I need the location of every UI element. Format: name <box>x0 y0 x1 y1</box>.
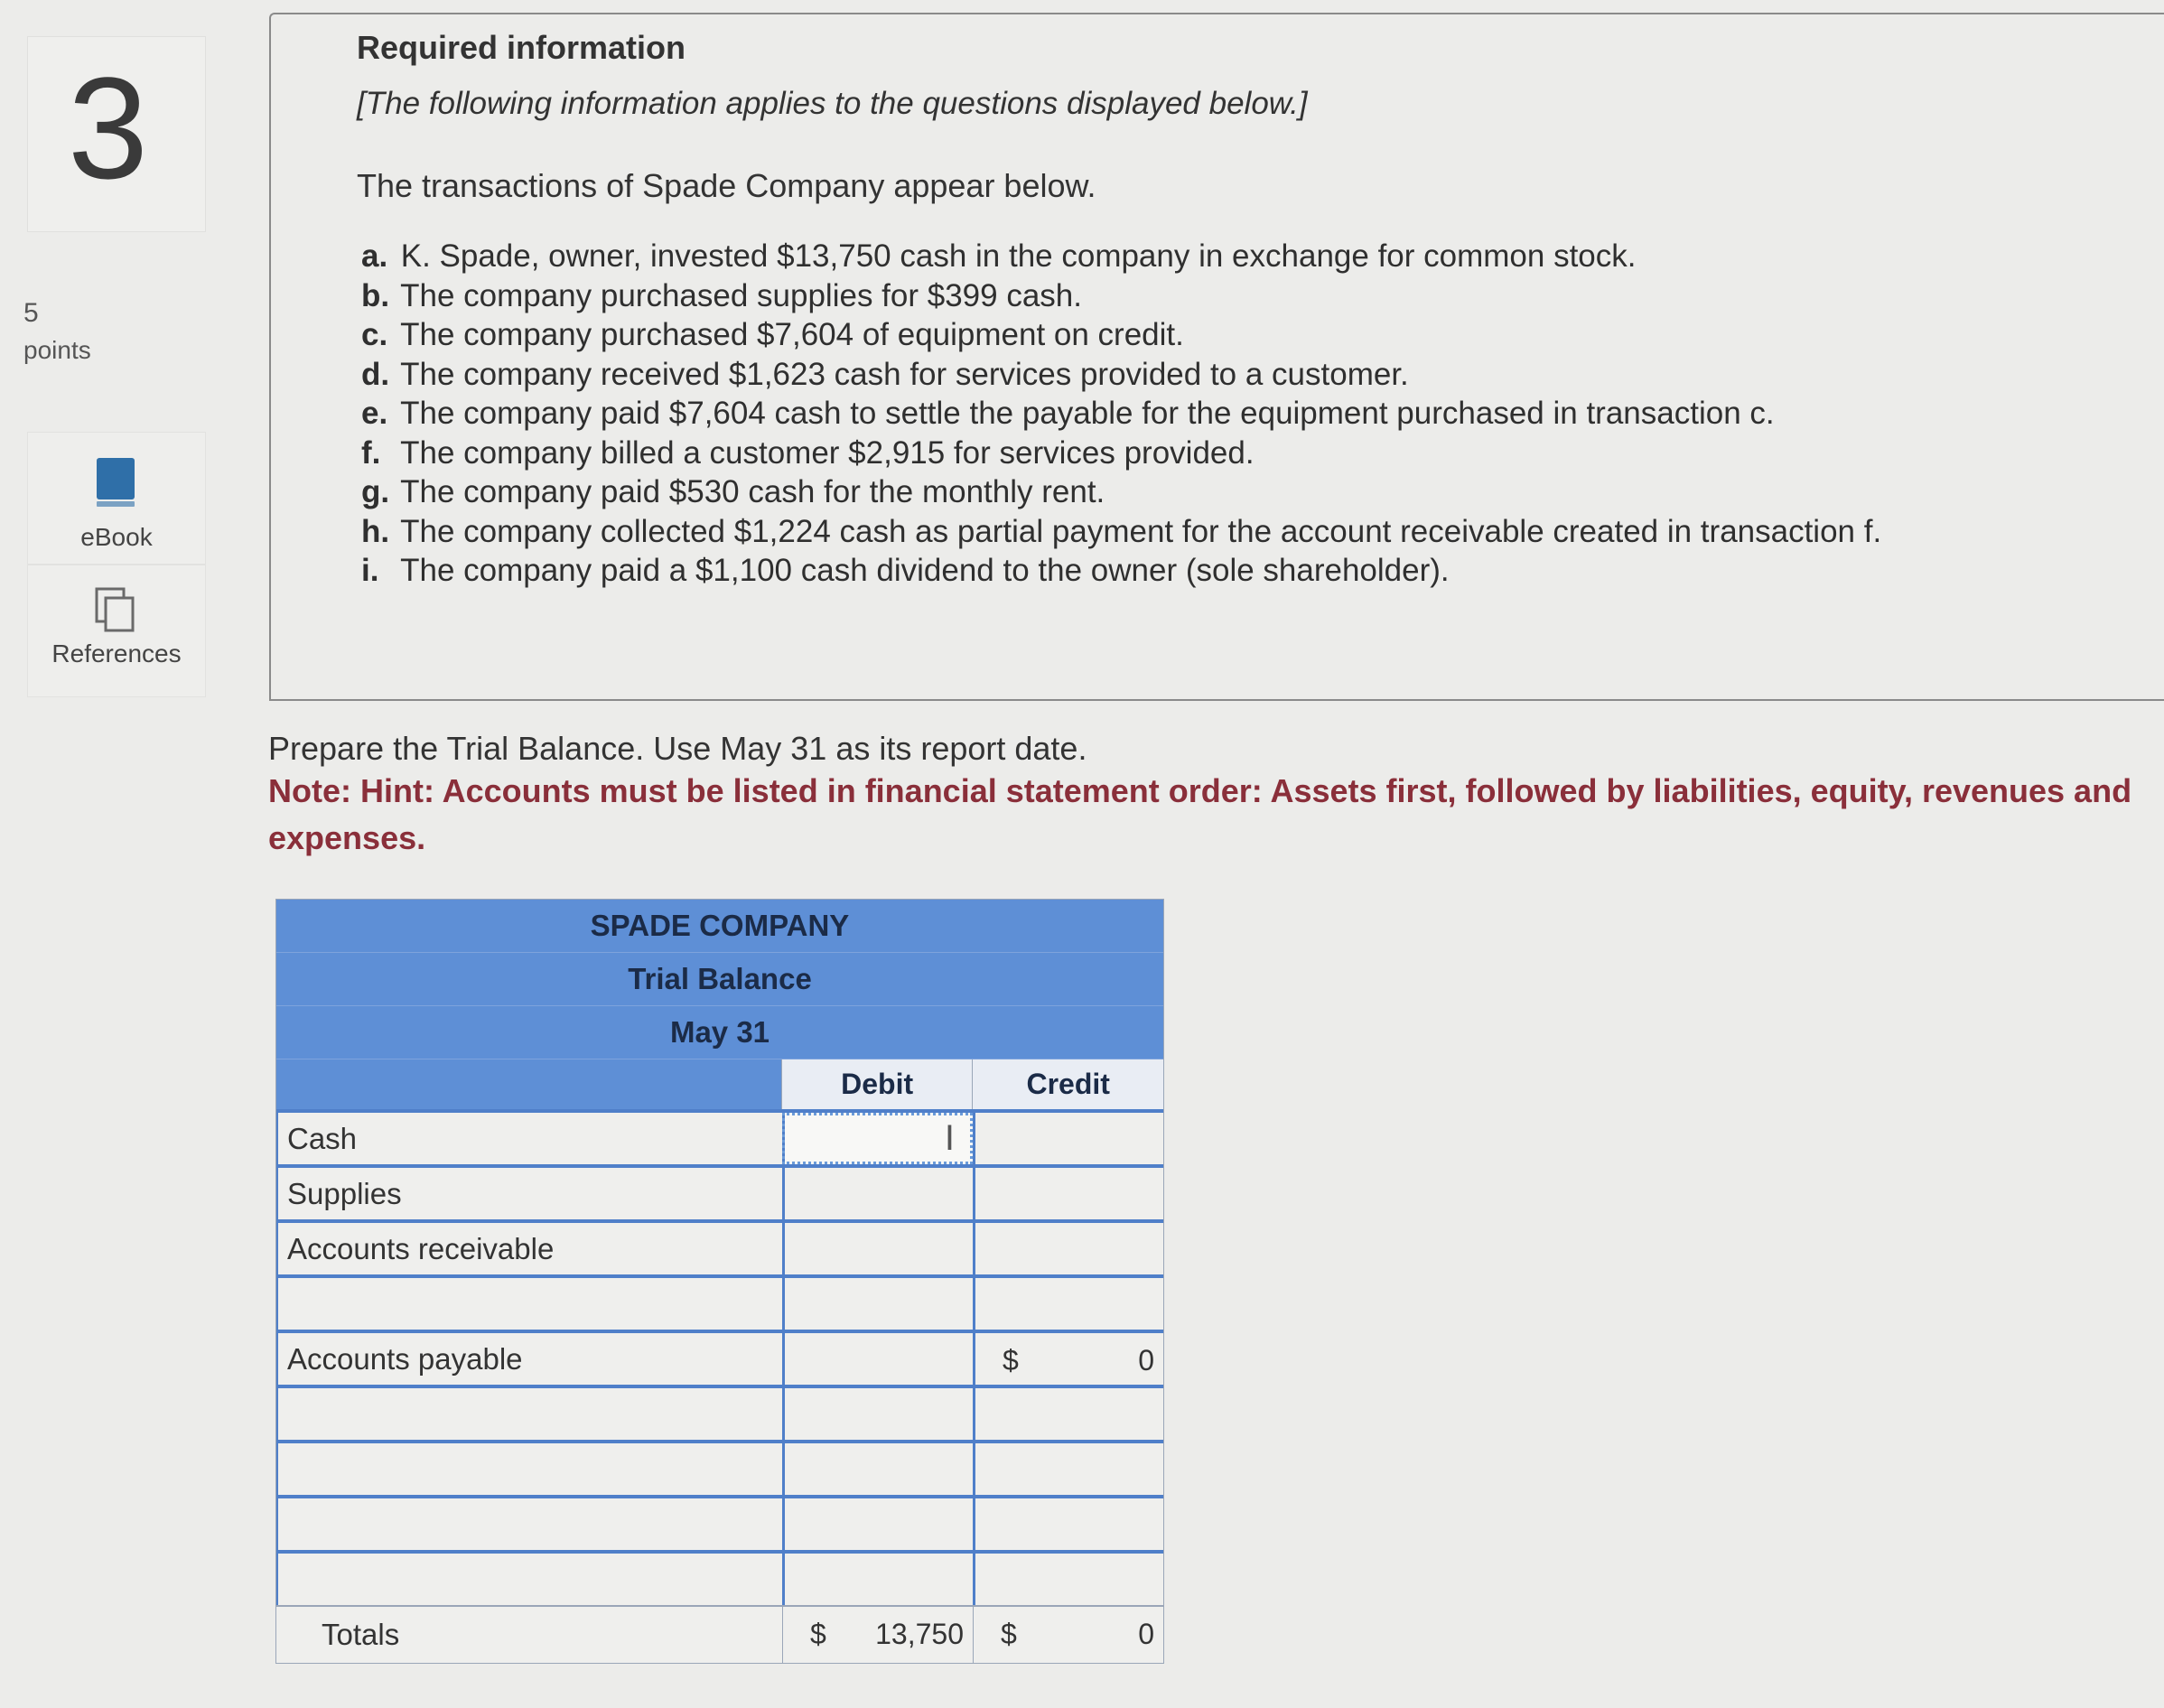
table-row <box>276 1330 1163 1385</box>
credit-input[interactable]: $ 0 <box>973 1333 1163 1385</box>
credit-input[interactable] <box>973 1498 1163 1550</box>
points-value: 5 <box>23 298 39 328</box>
debit-input[interactable] <box>782 1443 973 1495</box>
company-name: SPADE COMPANY <box>276 900 1163 953</box>
ebook-button[interactable] <box>27 432 206 565</box>
debit-input[interactable] <box>782 1223 973 1274</box>
credit-input[interactable] <box>973 1168 1163 1219</box>
statement-title: Trial Balance <box>276 953 1163 1006</box>
credit-input[interactable] <box>973 1554 1163 1605</box>
account-select[interactable]: Accounts receivable <box>276 1223 782 1274</box>
question-number: 3 <box>68 47 148 209</box>
account-select[interactable] <box>276 1443 782 1495</box>
points-label: points <box>23 336 91 364</box>
credit-input[interactable] <box>973 1113 1163 1164</box>
debit-input[interactable] <box>782 1554 973 1605</box>
table-row <box>276 1440 1163 1495</box>
credit-total: $ 0 <box>973 1607 1163 1663</box>
table-row <box>276 1219 1163 1274</box>
debit-input[interactable] <box>782 1333 973 1385</box>
totals-row <box>276 1605 1163 1663</box>
transaction-item: b. The company purchased supplies for $399 cash. <box>361 277 1082 313</box>
statement-date: May 31 <box>276 1006 1163 1059</box>
credit-header: Credit <box>972 1059 1163 1109</box>
transaction-item: g. The company paid $530 cash for the monthly rent. <box>361 474 1105 509</box>
transaction-item: a. K. Spade, owner, invested $13,750 cash in the company in exchange for common stock. <box>361 238 1637 274</box>
table-row <box>276 1495 1163 1550</box>
ebook-label: eBook <box>80 523 153 551</box>
references-icon <box>95 587 136 632</box>
trial-balance-table <box>275 899 1164 1664</box>
required-information-subtitle: [The following information applies to the questions displayed below.] <box>357 86 1308 121</box>
debit-input[interactable] <box>782 1168 973 1219</box>
credit-input[interactable] <box>973 1388 1163 1440</box>
debit-input[interactable] <box>782 1388 973 1440</box>
table-row <box>276 1385 1163 1440</box>
account-select[interactable] <box>276 1388 782 1440</box>
credit-input[interactable] <box>973 1223 1163 1274</box>
debit-header: Debit <box>781 1059 973 1109</box>
account-select[interactable] <box>276 1498 782 1550</box>
transaction-item: c. The company purchased $7,604 of equipment on credit. <box>361 317 1184 352</box>
account-select[interactable]: Cash <box>276 1113 782 1164</box>
task-prompt: Prepare the Trial Balance. Use May 31 as its report date. <box>268 730 1087 767</box>
transaction-item: f. The company billed a customer $2,915 for services provided. <box>361 434 1255 471</box>
task-hint: Note: Hint: Accounts must be listed in financial statement order: Assets first, followed by liabilities, equity, revenues and expenses. <box>268 772 2132 856</box>
transactions-intro: The transactions of Spade Company appear below. <box>357 167 1096 204</box>
table-row <box>276 1164 1163 1219</box>
account-select[interactable] <box>276 1554 782 1605</box>
credit-input[interactable] <box>973 1278 1163 1330</box>
table-row <box>276 1550 1163 1605</box>
debit-input[interactable] <box>782 1498 973 1550</box>
transactions-list <box>361 237 1881 591</box>
table-row <box>276 1109 1163 1164</box>
account-select[interactable] <box>276 1278 782 1330</box>
table-row <box>276 1274 1163 1330</box>
transaction-item: e. The company paid $7,604 cash to settle the payable for the equipment purchased in transaction c. <box>361 396 1775 431</box>
debit-input[interactable] <box>782 1113 973 1164</box>
book-icon <box>97 458 135 499</box>
transaction-item: h. The company collected $1,224 cash as partial payment for the account receivable created in transaction f. <box>361 513 1882 549</box>
credit-input[interactable] <box>973 1443 1163 1495</box>
debit-total: $ 13,750 <box>782 1607 973 1663</box>
account-select[interactable]: Accounts payable <box>276 1333 782 1385</box>
debit-input[interactable] <box>782 1278 973 1330</box>
column-header-row <box>276 1059 1163 1109</box>
references-button[interactable] <box>27 565 206 697</box>
required-information-title: Required information <box>357 29 686 66</box>
totals-label: Totals <box>322 1618 400 1651</box>
transaction-item: i. The company paid a $1,100 cash dividend to the owner (sole shareholder). <box>361 553 1450 588</box>
account-select[interactable]: Supplies <box>276 1168 782 1219</box>
transaction-item: d. The company received $1,623 cash for services provided to a customer. <box>361 356 1409 392</box>
references-label: References <box>51 639 182 667</box>
text-cursor-icon: I <box>944 1118 955 1158</box>
